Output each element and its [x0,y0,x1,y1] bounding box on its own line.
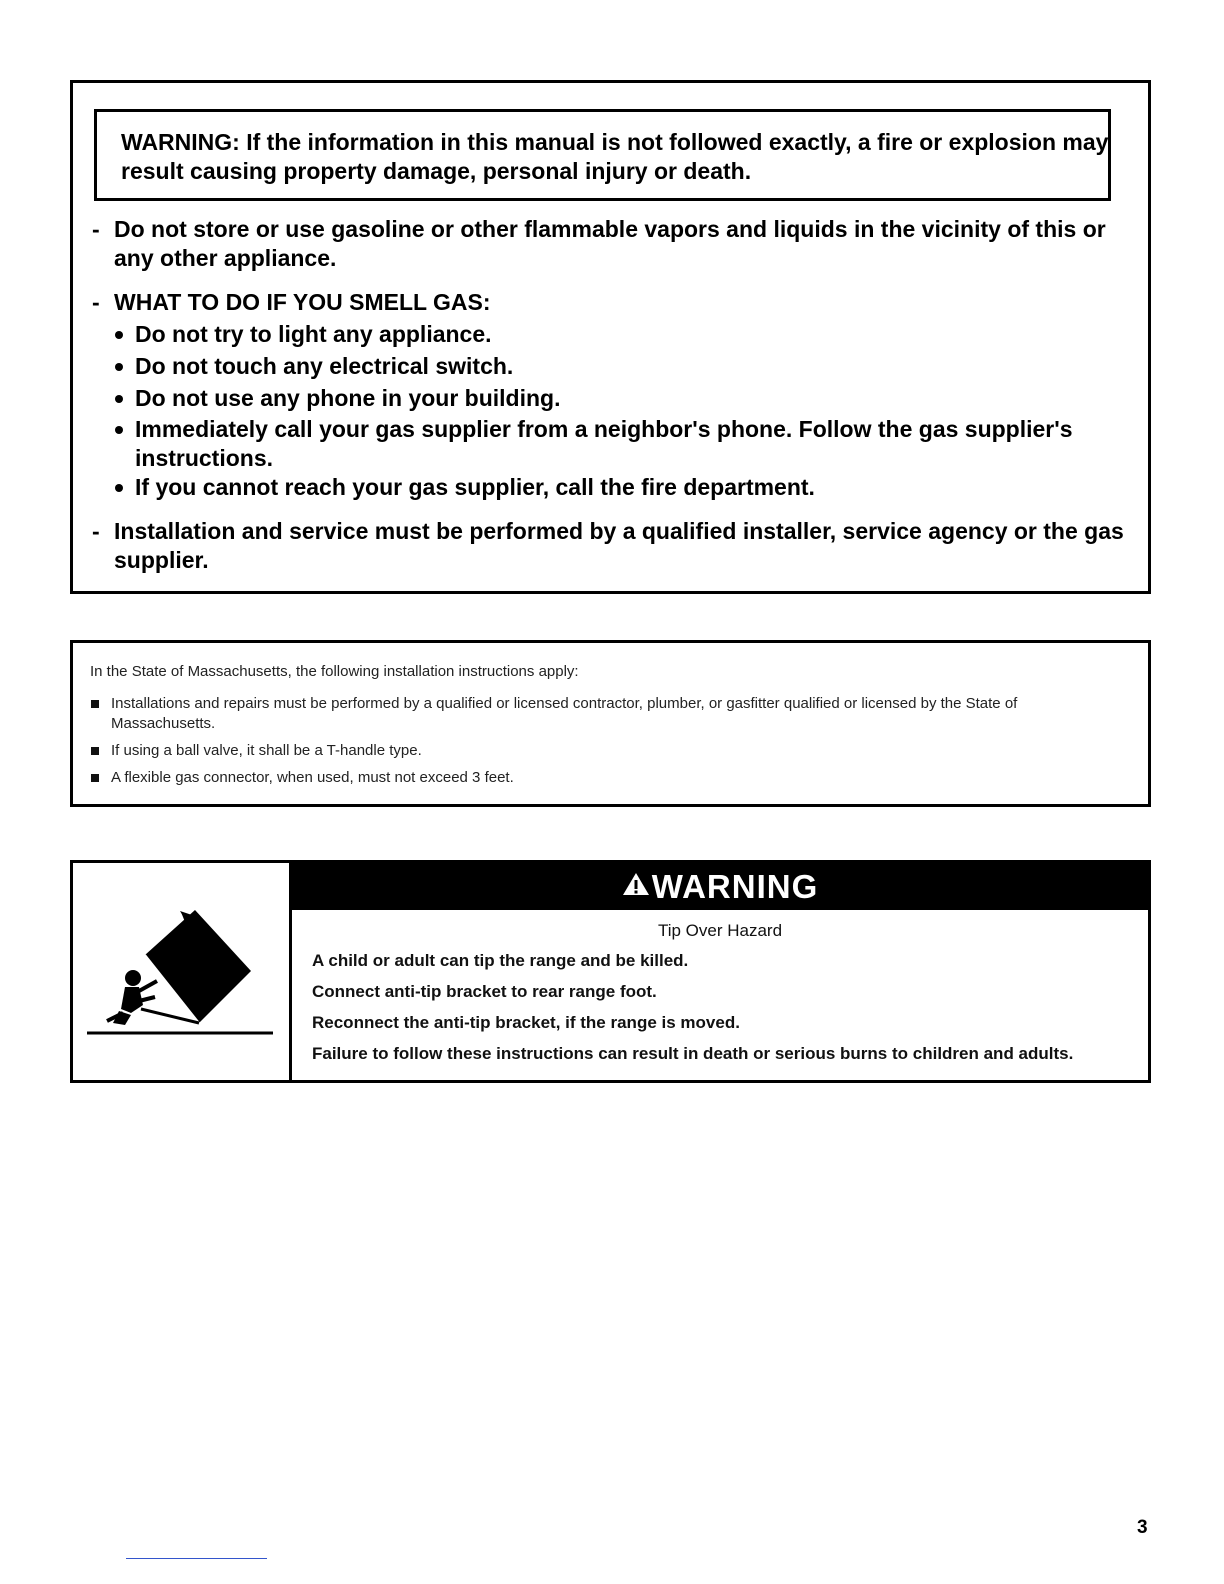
gas-warning-item-text: Installation and service must be performed by a qualified installer, service agency or the gas supplier. [114,518,1124,573]
smell-gas-bullet: Do not touch any electrical switch. [115,352,1125,381]
gas-warning-headline: WARNING: If the information in this manual is not followed exactly, a fire or explosion may result causing property damage, personal injury or death. [121,129,1109,184]
square-bullet-icon [91,774,99,782]
massachusetts-item: If using a ball valve, it shall be a T-handle type. [90,741,1120,761]
bullet-dot-icon [115,395,123,403]
smell-gas-bullet: Do not try to light any appliance. [115,320,1125,349]
smell-gas-bullet: Immediately call your gas supplier from a neighbor's phone. Follow the gas supplier's instructions. [115,415,1125,473]
tip-over-line: Reconnect the anti-tip bracket, if the range is moved. [312,1013,740,1032]
square-bullet-icon [91,700,99,708]
bullet-dot-icon [115,331,123,339]
tip-over-line: A child or adult can tip the range and be killed. [312,951,689,970]
warning-triangle-icon [622,871,650,902]
warning-banner [292,863,1148,910]
tip-over-warning-box [70,860,1151,1083]
gas-warning-item [92,517,1137,575]
massachusetts-box [70,640,1151,807]
tipping-range-icon [73,863,289,1080]
smell-gas-bullet: If you cannot reach your gas supplier, call the fire department. [115,473,1125,502]
square-bullet-icon [91,747,99,755]
tip-over-line: Connect anti-tip bracket to rear range foot. [312,982,657,1001]
dash-marker: - [92,289,100,315]
dash-marker: - [92,518,100,544]
massachusetts-intro: In the State of Massachusetts, the following installation instructions apply: [90,663,579,680]
bullet-dot-icon [115,426,123,434]
gas-warning-box [70,80,1151,594]
tipping-range-illustration [73,863,292,1080]
bullet-dot-icon [115,363,123,371]
warning-banner-text: WARNING [651,868,819,905]
smell-gas-heading: WHAT TO DO IF YOU SMELL GAS: [114,289,491,315]
gas-warning-item-text: Do not store or use gasoline or other flammable vapors and liquids in the vicinity of this or any other appliance. [114,216,1106,271]
gas-warning-item [92,215,1137,273]
dash-marker: - [92,216,100,242]
gas-warning-headline-box [94,109,1111,201]
bullet-dot-icon [115,484,123,492]
tip-over-hazard-title: Tip Over Hazard [657,921,783,940]
tip-over-line: Failure to follow these instructions can result in death or serious burns to children and adults. [312,1044,1074,1063]
gas-warning-item [92,288,1137,317]
massachusetts-item: Installations and repairs must be performed by a qualified or licensed contractor, plumber, or gasfitter qualified or licensed by the State of Massachusetts. [90,694,1120,734]
page-number: 3 [1137,1517,1148,1538]
smell-gas-bullet: Do not use any phone in your building. [115,384,1125,413]
footer-rule [126,1558,267,1559]
massachusetts-item: A flexible gas connector, when used, must not exceed 3 feet. [90,768,1120,788]
